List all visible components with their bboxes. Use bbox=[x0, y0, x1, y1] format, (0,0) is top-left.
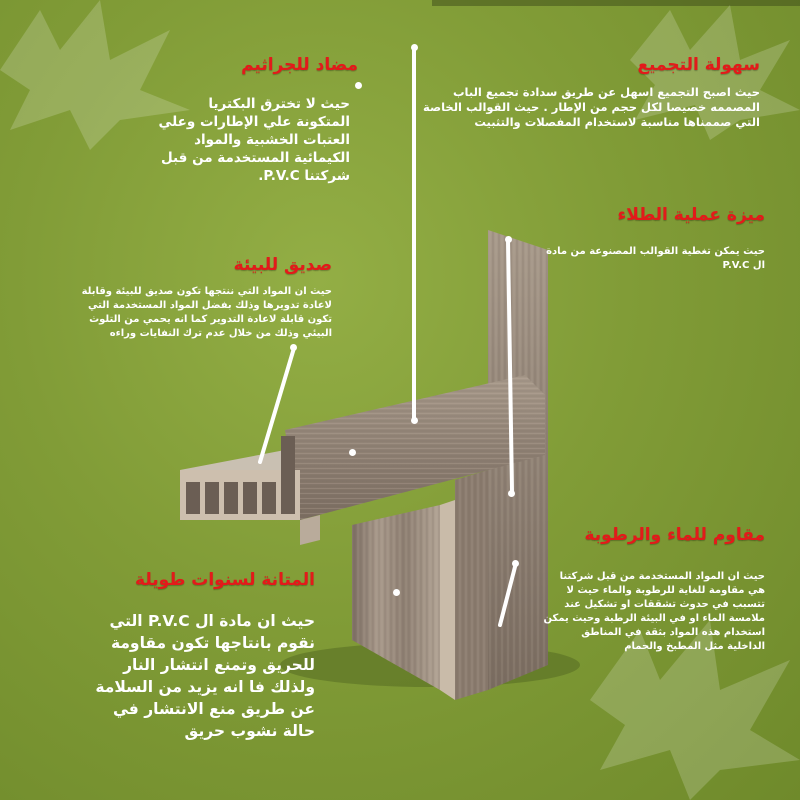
feature-body: حيث يمكن تغطية القوالب المصنوعة من مادة ال P.V.C bbox=[546, 246, 765, 271]
connector-dot bbox=[355, 82, 362, 89]
feature-body: حيث ان المواد المستخدمة من قبل شركتنا هي مقاومة للغاية للرطوبة والماء حيث لا تتسبب في حدوث تشققات او تشكيل عند ملامسة الماء او في البيئة الرطبة وحيث يمكن استخدام هذه المواد بثقة في المناطق الداخلية مثل المطبخ والحمام bbox=[543, 571, 765, 652]
feature-title: مقاوم للماء والرطوبة bbox=[584, 525, 765, 545]
feature-easy-assembly bbox=[420, 55, 760, 130]
connector-dot bbox=[349, 449, 356, 456]
connector-dot bbox=[411, 44, 418, 51]
feature-eco-friendly bbox=[62, 255, 332, 341]
connector-dot bbox=[411, 417, 418, 424]
feature-title: صديق للبيئة bbox=[233, 255, 332, 275]
connector-dot bbox=[393, 589, 400, 596]
door-panel-edge bbox=[440, 500, 455, 700]
feature-durability bbox=[90, 570, 315, 742]
connector-dot bbox=[508, 490, 515, 497]
feature-body: حيث اصبح التجميع اسهل عن طريق سدادة تجميع الباب المصممه خصيصا لكل حجم من الإطار . حيث القوالب الخاصة التي صممناها مناسبة لاستخدام المفصلات والتثبيت bbox=[423, 85, 760, 129]
feature-title: سهولة التجميع bbox=[637, 55, 760, 75]
feature-body: حيث ان مادة ال P.V.C التي نقوم بانتاجها تكون مقاومة للحريق وتمنع انتشار النار ولذلك فا انه يزيد من السلامة عن طريق منع الانتشار في حالة نشوب حريق bbox=[95, 612, 315, 740]
feature-antibacterial bbox=[150, 55, 358, 185]
connector-dot bbox=[512, 560, 519, 567]
feature-title: مضاد للجراثيم bbox=[241, 55, 358, 75]
feature-body: حيث لا تخترق البكتريا المتكونة علي الإطارات وعلي العتبات الخشبية والمواد الكيمائية المستخدمة من قبل شركتنا P.V.C. bbox=[158, 96, 350, 184]
feature-water-resistant bbox=[540, 525, 765, 654]
feature-painting bbox=[540, 205, 765, 273]
connector-dot bbox=[505, 236, 512, 243]
connector-dot bbox=[290, 344, 297, 351]
feature-title: المتانة لسنوات طويلة bbox=[135, 570, 315, 590]
feature-title: ميزة عملية الطلاء bbox=[617, 205, 765, 225]
feature-body: حيث ان المواد التي ننتجها تكون صديق للبيئة وقابلة لاعادة تدويرها وذلك بفضل المواد المستخدمة التي تكون قابلة لاعادة التدوير كما انه يحمي من التلوث البيئي وذلك من خلال عدم ترك النفايات وراءه bbox=[81, 286, 332, 339]
